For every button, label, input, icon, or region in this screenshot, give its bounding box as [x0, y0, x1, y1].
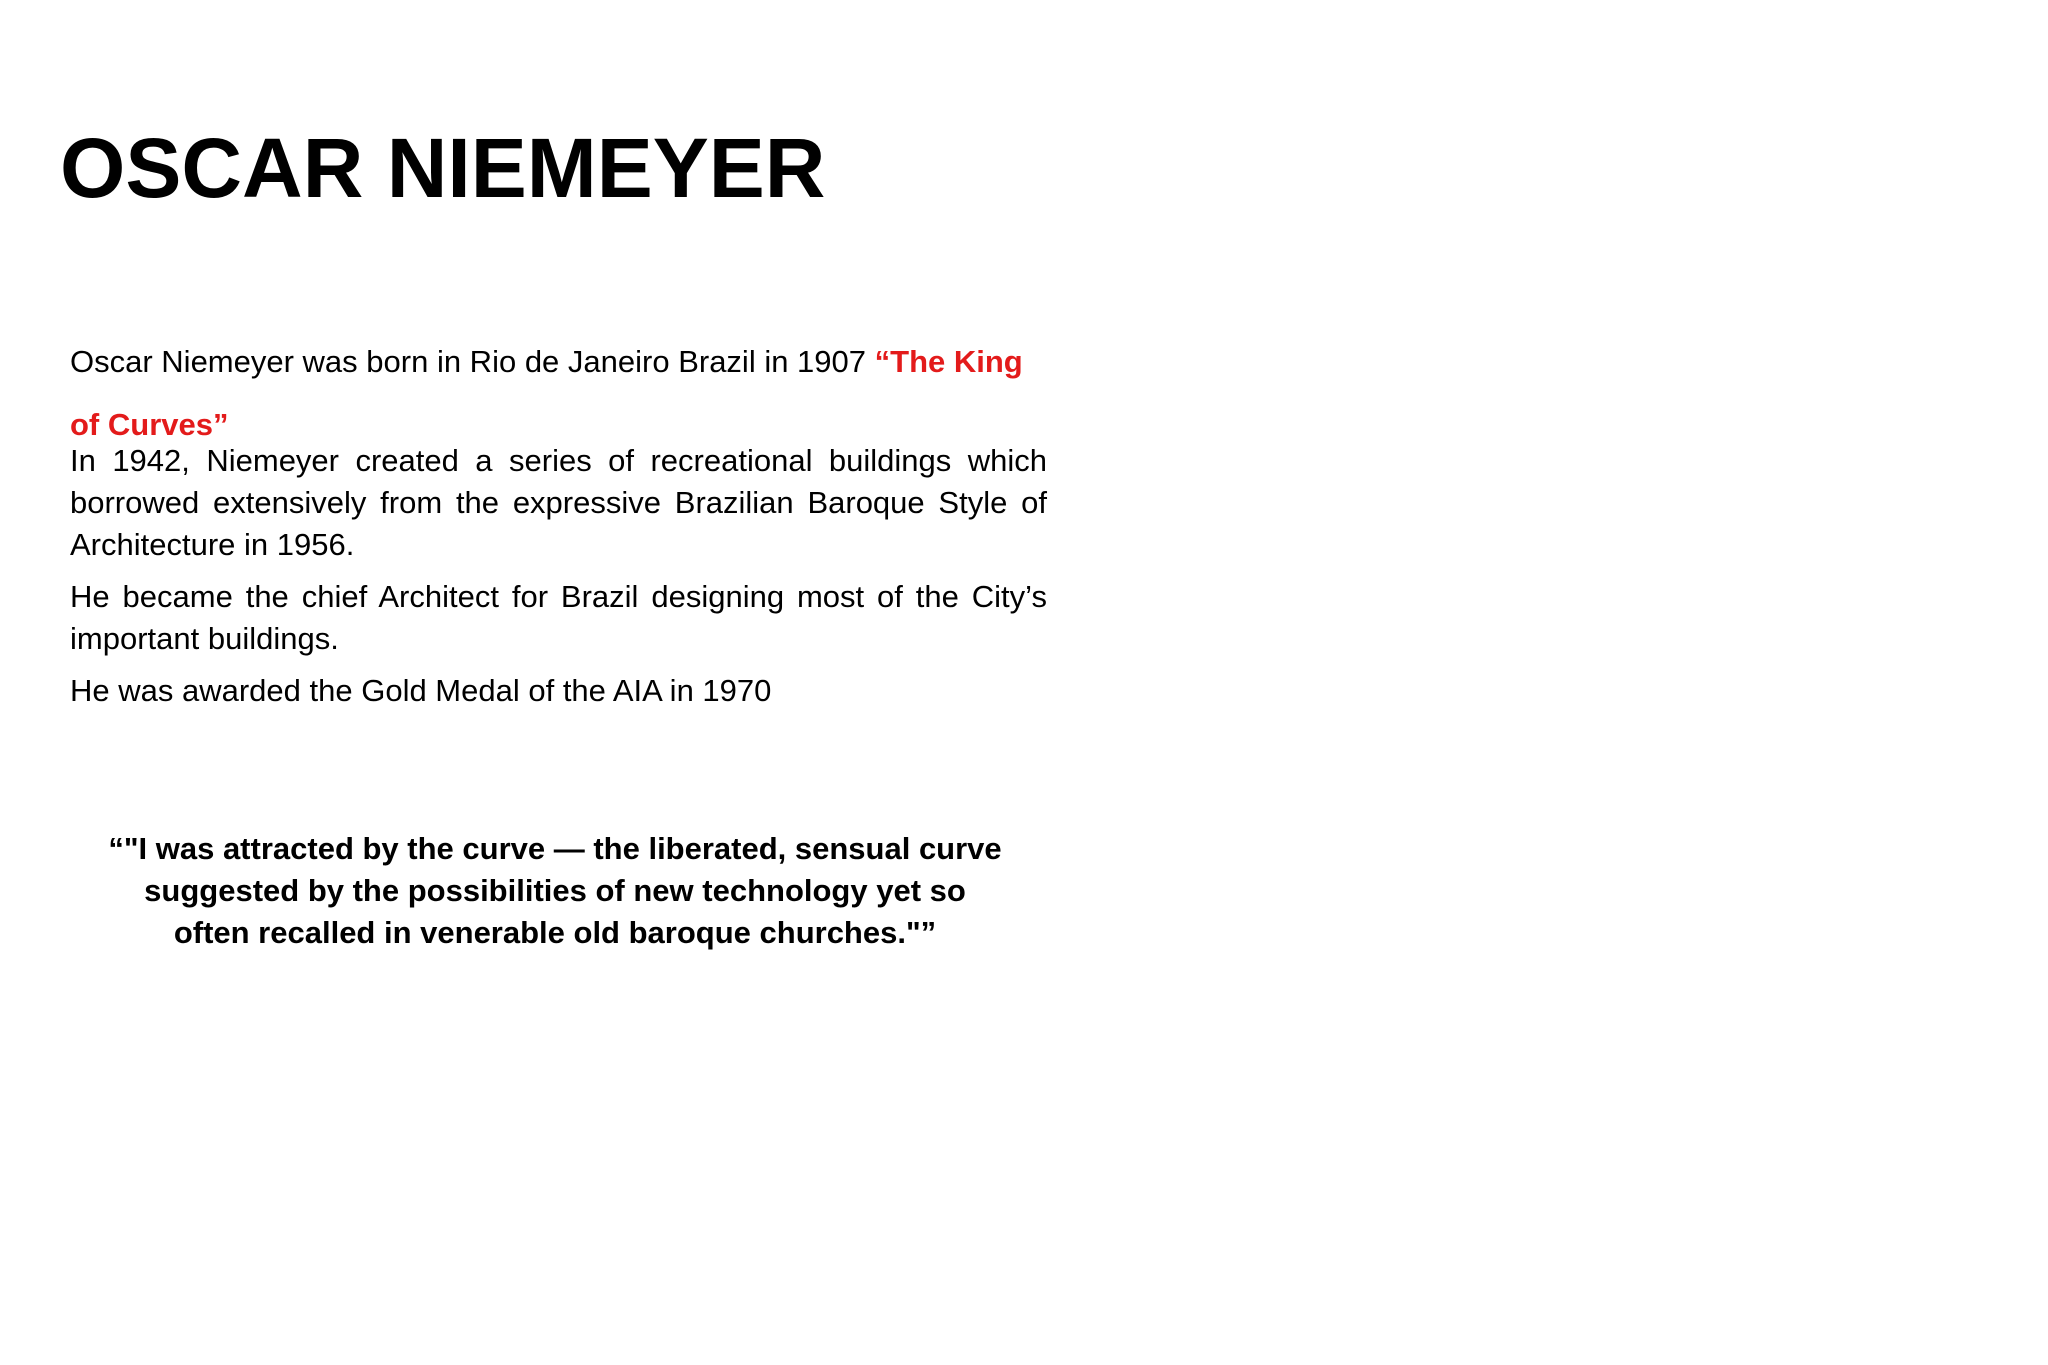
- paragraph-gold-medal: He was awarded the Gold Medal of the AIA in 1970: [70, 673, 772, 708]
- niemeyer-quote: “"I was attracted by the curve — the liberated, sensual curve suggested by the possibilities of new technology yet so often recalled in venerable old baroque churches."”: [108, 831, 1002, 950]
- slide-body: [70, 330, 1047, 712]
- king-of-curves-highlight: “The King of Curves”: [70, 344, 1023, 442]
- intro-line: [70, 330, 1047, 456]
- intro-text: Oscar Niemeyer was born in Rio de Janeiro Brazil in 1907: [70, 344, 875, 379]
- paragraph-chief-architect: He became the chief Architect for Brazil designing most of the City’s important buildings.: [70, 579, 1047, 656]
- slide-title: OSCAR NIEMEYER: [60, 121, 826, 215]
- paragraph-recreational-buildings: In 1942, Niemeyer created a series of recreational buildings which borrowed extensively from the expressive Brazilian Baroque Style of Architecture in 1956.: [70, 443, 1047, 562]
